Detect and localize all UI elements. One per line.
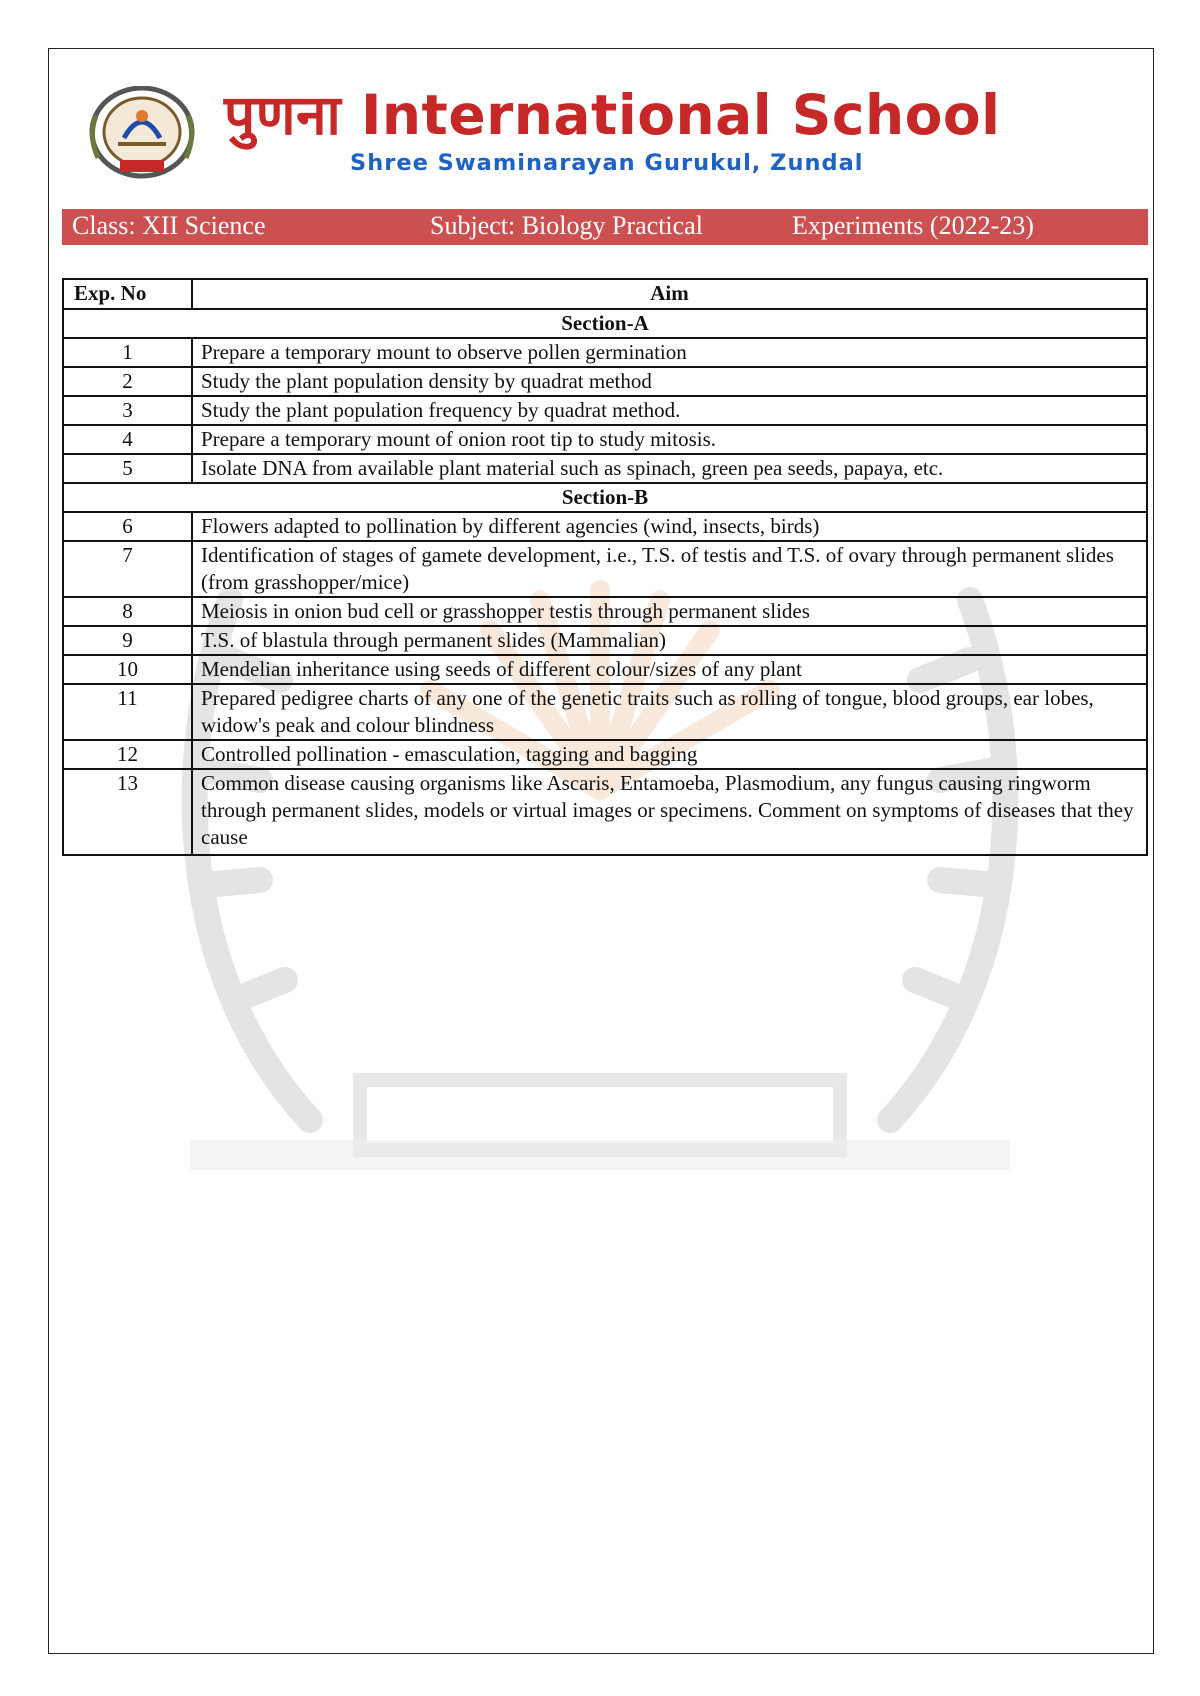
class-label: Class: XII Science — [72, 211, 266, 240]
exp-aim: Prepared pedigree charts of any one of the genetic traits such as rolling of tongue, blood groups, ear lobes, widow's peak and colour blindness — [192, 684, 1147, 740]
section-b-row — [63, 483, 1147, 512]
experiments-table — [62, 278, 1148, 856]
school-header — [84, 82, 1124, 182]
table-row — [63, 367, 1147, 396]
exp-aim: Prepare a temporary mount to observe pollen germination — [192, 338, 1147, 367]
exp-aim: Flowers adapted to pollination by different agencies (wind, insects, birds) — [192, 512, 1147, 541]
exp-number: 8 — [63, 597, 192, 626]
exp-number: 9 — [63, 626, 192, 655]
exp-number: 13 — [63, 769, 192, 855]
subject-label: Subject: Biology Practical — [430, 211, 703, 240]
header-exp-no: Exp. No — [63, 279, 192, 309]
table-row — [63, 655, 1147, 684]
table-row — [63, 512, 1147, 541]
exp-aim: Common disease causing organisms like Ascaris, Entamoeba, Plasmodium, any fungus causing ringworm through permanent slides, models or virtual images or specimens. Comment on symptoms of diseases that they cause — [192, 769, 1147, 855]
table-row — [63, 740, 1147, 769]
exp-aim: Mendelian inheritance using seeds of different colour/sizes of any plant — [192, 655, 1147, 684]
exp-aim: Meiosis in onion bud cell or grasshopper testis through permanent slides — [192, 597, 1147, 626]
section-a-row — [63, 309, 1147, 338]
section-b-label: Section-B — [63, 483, 1147, 512]
table-row — [63, 769, 1147, 855]
table-row — [63, 626, 1147, 655]
exp-aim: Controlled pollination - emasculation, tagging and bagging — [192, 740, 1147, 769]
table-row — [63, 454, 1147, 483]
exp-aim: Prepare a temporary mount of onion root tip to study mitosis. — [192, 425, 1147, 454]
table-row — [63, 338, 1147, 367]
exp-aim: Isolate DNA from available plant material such as spinach, green pea seeds, papaya, etc. — [192, 454, 1147, 483]
school-title: International School — [360, 83, 1001, 147]
table-row — [63, 684, 1147, 740]
exp-aim: Study the plant population density by quadrat method — [192, 367, 1147, 396]
school-name — [224, 82, 1001, 148]
experiments-label: Experiments (2022-23) — [792, 211, 1034, 240]
exp-number: 1 — [63, 338, 192, 367]
exp-number: 5 — [63, 454, 192, 483]
school-subtitle: Shree Swaminarayan Gurukul, Zundal — [350, 150, 864, 176]
exp-aim: T.S. of blastula through permanent slides (Mammalian) — [192, 626, 1147, 655]
exp-number: 11 — [63, 684, 192, 740]
header-aim: Aim — [192, 279, 1147, 309]
table-row — [63, 425, 1147, 454]
exp-number: 6 — [63, 512, 192, 541]
exp-aim: Study the plant population frequency by quadrat method. — [192, 396, 1147, 425]
table-row — [63, 541, 1147, 597]
school-emblem-icon — [84, 86, 200, 182]
exp-number: 7 — [63, 541, 192, 597]
exp-number: 3 — [63, 396, 192, 425]
info-bar — [62, 209, 1148, 245]
section-a-label: Section-A — [63, 309, 1147, 338]
table-header-row — [63, 279, 1147, 309]
exp-number: 2 — [63, 367, 192, 396]
exp-number: 4 — [63, 425, 192, 454]
exp-number: 10 — [63, 655, 192, 684]
table-row — [63, 396, 1147, 425]
exp-aim: Identification of stages of gamete development, i.e., T.S. of testis and T.S. of ovary through permanent slides (from grasshopper/mice) — [192, 541, 1147, 597]
school-logo-text: पुणना — [224, 83, 342, 147]
table-row — [63, 597, 1147, 626]
exp-number: 12 — [63, 740, 192, 769]
